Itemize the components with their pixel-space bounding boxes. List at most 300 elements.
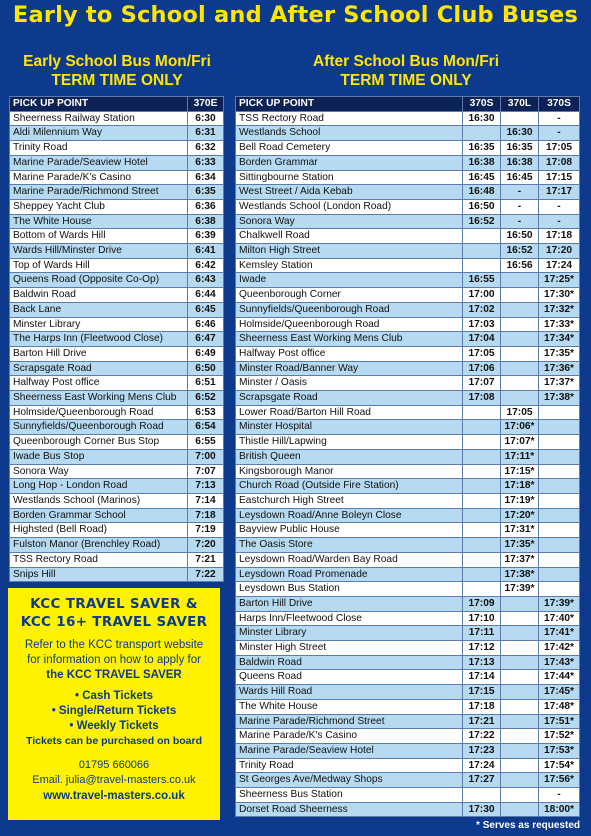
early-bus-heading-line2: TERM TIME ONLY [51, 72, 183, 89]
time-cell: 17:45* [539, 685, 580, 700]
table-row [10, 523, 224, 538]
time-cell [501, 773, 539, 788]
time-cell: 6:47 [188, 332, 224, 347]
stop-name-cell: Scrapsgate Road [236, 391, 463, 406]
table-row [10, 111, 224, 126]
table-row [10, 155, 224, 170]
time-cell: 17:19* [501, 493, 539, 508]
time-cell [539, 435, 580, 450]
table-row [236, 626, 580, 641]
ticket-note: Tickets can be purchased on board [25, 735, 203, 747]
stop-name-cell: Iwade [236, 273, 463, 288]
table-row [236, 508, 580, 523]
website-link[interactable]: www.travel-masters.co.uk [43, 790, 185, 802]
email-address[interactable]: Email. julia@travel-masters.co.uk [32, 774, 196, 786]
stop-name-cell: Sheerness East Working Mens Club [10, 391, 188, 406]
stop-name-cell: Baldwin Road [10, 288, 188, 303]
stop-name-cell: Eastchurch High Street [236, 493, 463, 508]
time-cell: - [501, 199, 539, 214]
time-cell [501, 714, 539, 729]
stop-name-cell: Sheerness Railway Station [10, 111, 188, 126]
time-cell: 6:45 [188, 302, 224, 317]
time-cell [539, 523, 580, 538]
table-row [236, 773, 580, 788]
time-cell: 7:07 [188, 464, 224, 479]
stop-name-cell: Leysdown Road/Warden Bay Road [236, 552, 463, 567]
stop-name-cell: Snips Hill [10, 567, 188, 582]
stop-name-cell: Sheppey Yacht Club [10, 199, 188, 214]
table-row [236, 185, 580, 200]
stop-name-cell: The White House [236, 699, 463, 714]
table-row [236, 449, 580, 464]
col-pickup-point: PICK UP POINT [10, 97, 188, 112]
table-row [10, 479, 224, 494]
stop-name-cell: St Georges Ave/Medway Shops [236, 773, 463, 788]
time-cell: - [539, 199, 580, 214]
col-pickup-point: PICK UP POINT [236, 97, 463, 112]
time-cell: 16:38 [463, 155, 501, 170]
time-cell: - [539, 788, 580, 803]
time-cell [463, 435, 501, 450]
time-cell [539, 538, 580, 553]
stop-name-cell: Westlands School (Marinos) [10, 493, 188, 508]
table-row [10, 552, 224, 567]
time-cell [501, 626, 539, 641]
stop-name-cell: Barton Hill Drive [10, 346, 188, 361]
stop-name-cell: Minster Hospital [236, 420, 463, 435]
stop-name-cell: Dorset Road Sheerness [236, 802, 463, 817]
time-cell: 17:04 [463, 332, 501, 347]
time-cell: 17:54* [539, 758, 580, 773]
table-row [10, 258, 224, 273]
col-route-370e: 370E [188, 97, 224, 112]
after-bus-heading-line1: After School Bus Mon/Fri [313, 53, 499, 70]
time-cell [539, 420, 580, 435]
time-cell [539, 582, 580, 597]
stop-name-cell: Marine Parade/K's Casino [10, 170, 188, 185]
time-cell: 17:30* [539, 288, 580, 303]
time-cell: 16:52 [501, 244, 539, 259]
time-cell: 17:41* [539, 626, 580, 641]
time-cell [501, 302, 539, 317]
early-bus-heading-line1: Early School Bus Mon/Fri [23, 53, 211, 70]
stop-name-cell: Marine Parade/K's Casino [236, 729, 463, 744]
stop-name-cell: Queens Road (Opposite Co-Op) [10, 273, 188, 288]
time-cell [463, 479, 501, 494]
time-cell: 17:10 [463, 611, 501, 626]
stop-name-cell: British Queen [236, 449, 463, 464]
time-cell [463, 508, 501, 523]
stop-name-cell: Milton High Street [236, 244, 463, 259]
time-cell: 17:35* [539, 346, 580, 361]
stop-name-cell: Wards Hill/Minster Drive [10, 244, 188, 259]
time-cell: 17:08 [539, 155, 580, 170]
table-row [10, 420, 224, 435]
time-cell: 17:44* [539, 670, 580, 685]
stop-name-cell: Marine Parade/Richmond Street [236, 714, 463, 729]
table-row [10, 391, 224, 406]
table-row [236, 655, 580, 670]
time-cell: 17:37* [539, 376, 580, 391]
time-cell [463, 552, 501, 567]
time-cell: 17:56* [539, 773, 580, 788]
time-cell: 6:43 [188, 273, 224, 288]
time-cell: 16:55 [463, 273, 501, 288]
time-cell [501, 802, 539, 817]
table-row [236, 552, 580, 567]
travel-saver-title-line1: KCC TRAVEL SAVER & [30, 596, 198, 612]
time-cell: 17:24 [539, 258, 580, 273]
stop-name-cell: Marine Parade/Seaview Hotel [10, 155, 188, 170]
stop-name-cell: Minster Library [236, 626, 463, 641]
time-cell [501, 273, 539, 288]
time-cell: 7:20 [188, 538, 224, 553]
time-cell: 6:51 [188, 376, 224, 391]
time-cell: 16:45 [501, 170, 539, 185]
time-cell [463, 493, 501, 508]
after-bus-timetable [235, 96, 580, 817]
time-cell: 18:00* [539, 802, 580, 817]
stop-name-cell: Holmside/Queenborough Road [10, 405, 188, 420]
time-cell: 6:30 [188, 111, 224, 126]
stop-name-cell: The Oasis Store [236, 538, 463, 553]
time-cell: 17:07* [501, 435, 539, 450]
table-row [10, 288, 224, 303]
time-cell: 17:51* [539, 714, 580, 729]
stop-name-cell: Top of Wards Hill [10, 258, 188, 273]
time-cell [501, 743, 539, 758]
info-line: the KCC TRAVEL SAVER [46, 669, 182, 681]
stop-name-cell: Queenborough Corner Bus Stop [10, 435, 188, 450]
table-row [10, 214, 224, 229]
stop-name-cell: Bell Road Cemetery [236, 141, 463, 156]
table-row [236, 126, 580, 141]
time-cell: 17:43* [539, 655, 580, 670]
table-row [10, 361, 224, 376]
time-cell: 16:38 [501, 155, 539, 170]
table-row [10, 302, 224, 317]
stop-name-cell: Wards Hill Road [236, 685, 463, 700]
info-line: for information on how to apply for [27, 654, 201, 666]
time-cell [501, 376, 539, 391]
time-cell: 16:35 [501, 141, 539, 156]
table-row [10, 332, 224, 347]
time-cell: 17:12 [463, 641, 501, 656]
time-cell: 17:31* [501, 523, 539, 538]
time-cell: 17:18 [463, 699, 501, 714]
table-row [10, 185, 224, 200]
after-bus-heading [237, 52, 575, 90]
stop-name-cell: Westlands School [236, 126, 463, 141]
time-cell [501, 332, 539, 347]
time-cell [501, 641, 539, 656]
time-cell: 17:20* [501, 508, 539, 523]
stop-name-cell: Leysdown Bus Station [236, 582, 463, 597]
time-cell [463, 449, 501, 464]
stop-name-cell: Back Lane [10, 302, 188, 317]
time-cell: 6:50 [188, 361, 224, 376]
time-cell [501, 699, 539, 714]
table-row [236, 317, 580, 332]
time-cell [501, 655, 539, 670]
table-row [236, 199, 580, 214]
time-cell: - [501, 185, 539, 200]
time-cell: 17:30 [463, 802, 501, 817]
time-cell: - [539, 214, 580, 229]
col-route-370l: 370L [501, 97, 539, 112]
time-cell: 6:55 [188, 435, 224, 450]
time-cell: 17:06* [501, 420, 539, 435]
time-cell [501, 391, 539, 406]
table-row [236, 111, 580, 126]
time-cell: 17:32* [539, 302, 580, 317]
time-cell: 6:49 [188, 346, 224, 361]
table-row [236, 802, 580, 817]
stop-name-cell: Aldi Milennium Way [10, 126, 188, 141]
stop-name-cell: Barton Hill Drive [236, 596, 463, 611]
table-row [236, 714, 580, 729]
time-cell [463, 229, 501, 244]
time-cell: 17:15 [539, 170, 580, 185]
time-cell [463, 464, 501, 479]
time-cell: 17:39* [501, 582, 539, 597]
time-cell: 17:11* [501, 449, 539, 464]
time-cell: 17:03 [463, 317, 501, 332]
table-row [10, 229, 224, 244]
ticket-types-list [8, 689, 220, 748]
time-cell: 17:18 [539, 229, 580, 244]
table-row [10, 126, 224, 141]
stop-name-cell: Fulston Manor (Brenchley Road) [10, 538, 188, 553]
stop-name-cell: Trinity Road [236, 758, 463, 773]
time-cell: 17:25* [539, 273, 580, 288]
time-cell: 6:53 [188, 405, 224, 420]
time-cell [463, 420, 501, 435]
time-cell: 7:00 [188, 449, 224, 464]
time-cell [463, 126, 501, 141]
travel-saver-title [8, 595, 220, 631]
stop-name-cell: West Street / Aida Kebab [236, 185, 463, 200]
time-cell [463, 405, 501, 420]
travel-saver-box [8, 588, 220, 820]
travel-saver-info [8, 638, 220, 683]
table-row [236, 758, 580, 773]
time-cell [501, 317, 539, 332]
time-cell: 17:33* [539, 317, 580, 332]
stop-name-cell: Long Hop - London Road [10, 479, 188, 494]
col-route-370s-2: 370S [539, 97, 580, 112]
stop-name-cell: Queens Road [236, 670, 463, 685]
time-cell: 17:52* [539, 729, 580, 744]
table-row [10, 317, 224, 332]
time-cell: 6:44 [188, 288, 224, 303]
footnote: * Serves as requested [476, 820, 580, 831]
table-row [236, 479, 580, 494]
time-cell [501, 596, 539, 611]
time-cell: 17:02 [463, 302, 501, 317]
table-row [10, 464, 224, 479]
time-cell: 17:00 [463, 288, 501, 303]
table-row [236, 332, 580, 347]
early-bus-heading [8, 52, 226, 90]
time-cell [463, 538, 501, 553]
table-row [236, 420, 580, 435]
table-row [236, 155, 580, 170]
stop-name-cell: Church Road (Outside Fire Station) [236, 479, 463, 494]
time-cell [501, 346, 539, 361]
time-cell [463, 244, 501, 259]
stop-name-cell: The White House [10, 214, 188, 229]
time-cell: 17:21 [463, 714, 501, 729]
time-cell: 16:45 [463, 170, 501, 185]
time-cell: 6:33 [188, 155, 224, 170]
time-cell: 6:36 [188, 199, 224, 214]
stop-name-cell: Kingsborough Manor [236, 464, 463, 479]
time-cell: 17:05 [539, 141, 580, 156]
info-line: Refer to the KCC transport website [24, 639, 204, 651]
table-row [236, 582, 580, 597]
time-cell: 17:08 [463, 391, 501, 406]
stop-name-cell: Marine Parade/Seaview Hotel [236, 743, 463, 758]
table-row [10, 538, 224, 553]
time-cell: 16:35 [463, 141, 501, 156]
col-route-370s: 370S [463, 97, 501, 112]
table-row [10, 170, 224, 185]
page-title: Early to School and After School Club Buses [12, 2, 579, 28]
time-cell: 17:48* [539, 699, 580, 714]
time-cell: 17:38* [539, 391, 580, 406]
table-row [236, 258, 580, 273]
stop-name-cell: Minster / Oasis [236, 376, 463, 391]
table-row [10, 435, 224, 450]
table-row [236, 538, 580, 553]
time-cell: 7:22 [188, 567, 224, 582]
table-row [10, 141, 224, 156]
phone-number: 01795 660066 [78, 759, 150, 771]
table-row [236, 346, 580, 361]
time-cell: 17:27 [463, 773, 501, 788]
time-cell: 16:30 [501, 126, 539, 141]
table-row [10, 346, 224, 361]
time-cell [463, 788, 501, 803]
table-row [10, 244, 224, 259]
table-row [236, 567, 580, 582]
time-cell: 17:13 [463, 655, 501, 670]
time-cell [463, 523, 501, 538]
ticket-type: • Single/Return Tickets [51, 705, 177, 717]
time-cell: 17:07 [463, 376, 501, 391]
time-cell: 6:52 [188, 391, 224, 406]
time-cell: 7:14 [188, 493, 224, 508]
time-cell [501, 670, 539, 685]
time-cell: 6:35 [188, 185, 224, 200]
stop-name-cell: Marine Parade/Richmond Street [10, 185, 188, 200]
table-row [10, 508, 224, 523]
stop-name-cell: TSS Rectory Road [10, 552, 188, 567]
table-row [236, 391, 580, 406]
time-cell [463, 258, 501, 273]
time-cell: 17:38* [501, 567, 539, 582]
time-cell: 17:17 [539, 185, 580, 200]
table-row [236, 244, 580, 259]
time-cell: 6:42 [188, 258, 224, 273]
time-cell: 17:06 [463, 361, 501, 376]
time-cell [539, 464, 580, 479]
after-bus-rows [236, 111, 580, 817]
time-cell: - [539, 126, 580, 141]
stop-name-cell: Holmside/Queenborough Road [236, 317, 463, 332]
time-cell [539, 405, 580, 420]
time-cell: 7:18 [188, 508, 224, 523]
table-row [236, 788, 580, 803]
table-row [236, 596, 580, 611]
stop-name-cell: Lower Road/Barton Hill Road [236, 405, 463, 420]
time-cell: 17:11 [463, 626, 501, 641]
table-row [236, 376, 580, 391]
time-cell: 17:05 [501, 405, 539, 420]
table-row [10, 567, 224, 582]
table-row [10, 405, 224, 420]
time-cell: 17:39* [539, 596, 580, 611]
time-cell: 17:23 [463, 743, 501, 758]
stop-name-cell: Minster Library [10, 317, 188, 332]
table-row [236, 361, 580, 376]
table-row [236, 743, 580, 758]
time-cell: 6:39 [188, 229, 224, 244]
time-cell [539, 552, 580, 567]
time-cell: 17:34* [539, 332, 580, 347]
contact-info [8, 758, 220, 804]
time-cell: 16:56 [501, 258, 539, 273]
time-cell: 6:34 [188, 170, 224, 185]
stop-name-cell: Harps Inn/Fleetwood Close [236, 611, 463, 626]
table-row [236, 170, 580, 185]
time-cell: - [501, 214, 539, 229]
table-row [236, 493, 580, 508]
time-cell: 6:41 [188, 244, 224, 259]
stop-name-cell: Sonora Way [10, 464, 188, 479]
table-row [236, 405, 580, 420]
time-cell [501, 111, 539, 126]
time-cell: - [539, 111, 580, 126]
time-cell: 17:20 [539, 244, 580, 259]
stop-name-cell: Leysdown Road/Anne Boleyn Close [236, 508, 463, 523]
table-row [236, 729, 580, 744]
time-cell: 17:53* [539, 743, 580, 758]
table-row [236, 641, 580, 656]
table-row [236, 229, 580, 244]
time-cell: 6:38 [188, 214, 224, 229]
stop-name-cell: The Harps Inn (Fleetwood Close) [10, 332, 188, 347]
time-cell [501, 729, 539, 744]
time-cell: 17:05 [463, 346, 501, 361]
stop-name-cell: Halfway Post office [10, 376, 188, 391]
time-cell [463, 582, 501, 597]
time-cell: 17:15* [501, 464, 539, 479]
stop-name-cell: Iwade Bus Stop [10, 449, 188, 464]
time-cell: 17:09 [463, 596, 501, 611]
time-cell [501, 288, 539, 303]
time-cell: 17:15 [463, 685, 501, 700]
early-bus-rows [10, 111, 224, 582]
stop-name-cell: Sittingbourne Station [236, 170, 463, 185]
time-cell: 16:50 [463, 199, 501, 214]
ticket-type: • Cash Tickets [75, 690, 153, 702]
stop-name-cell: Sonora Way [236, 214, 463, 229]
stop-name-cell: Thistle Hill/Lapwing [236, 435, 463, 450]
stop-name-cell: Minster High Street [236, 641, 463, 656]
stop-name-cell: Baldwin Road [236, 655, 463, 670]
